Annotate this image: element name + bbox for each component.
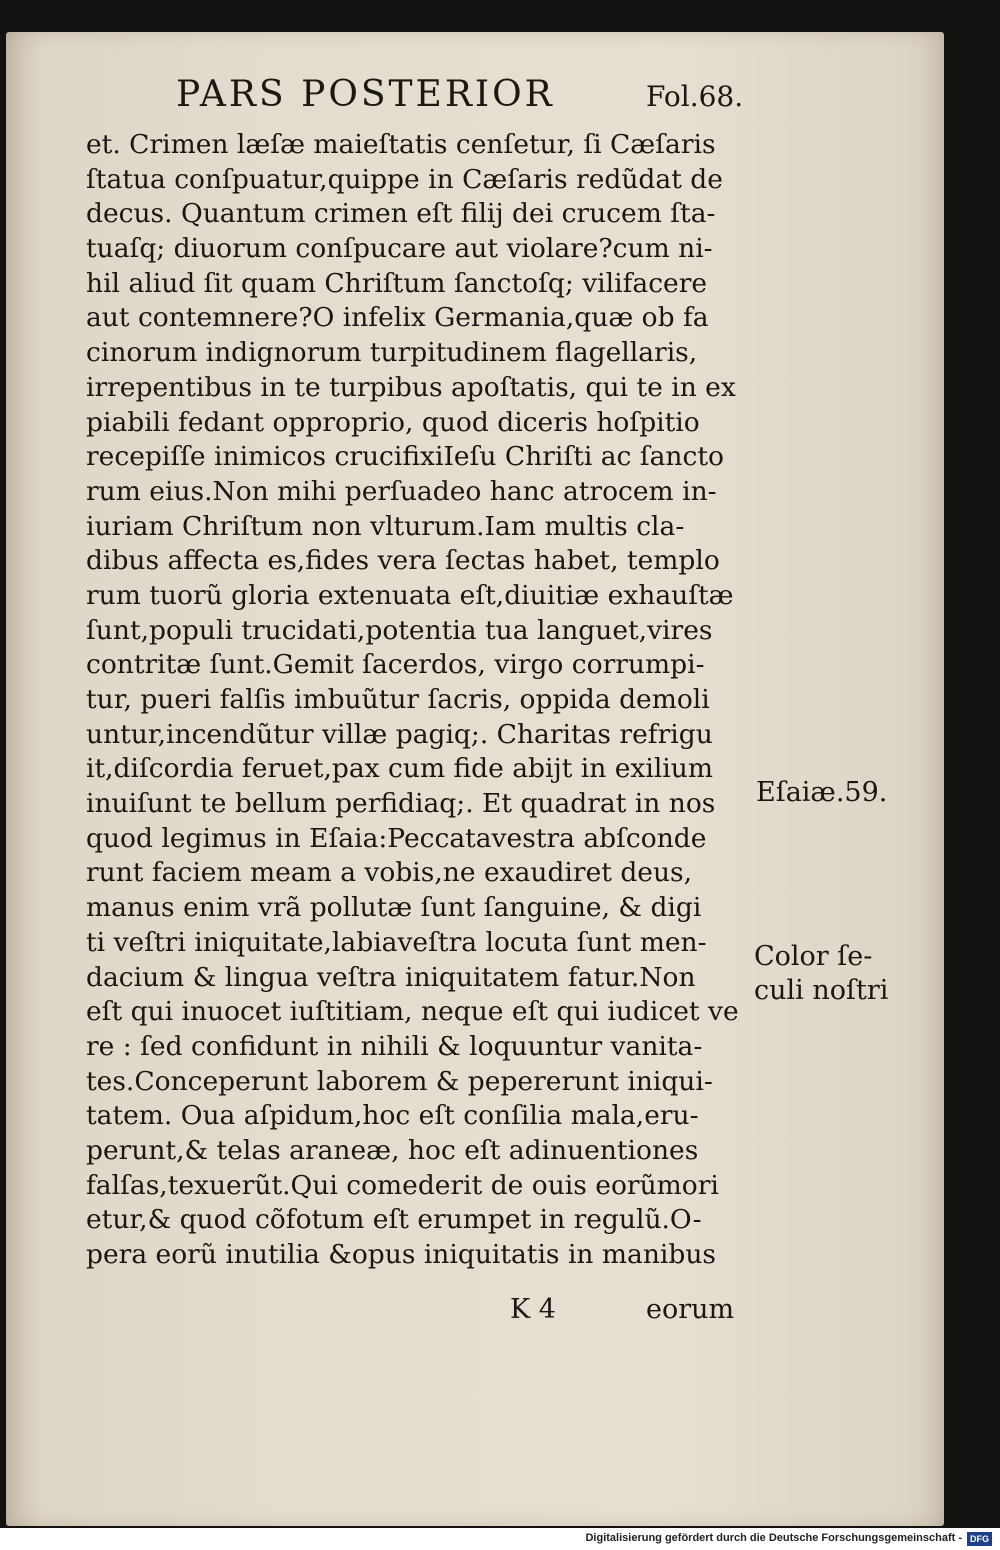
text-line: tes.Conceperunt laborem & pepererunt iniqui-: [86, 1065, 713, 1097]
text-line: inuiſunt te bellum perfidiaq;. Et quadrat in nos: [86, 788, 716, 820]
text-line: cinorum indignorum turpitudinem flagellaris,: [86, 337, 698, 369]
text-line: falſas,texuerũt.Qui comederit de ouis eorũmori: [86, 1169, 719, 1201]
text-line: tur, pueri falſis imbuũtur ſacris, oppida demoli: [86, 684, 710, 715]
text-line: ſtatua conſpuatur,quippe in Cæſaris redũdat de: [86, 163, 723, 195]
text-line: ſunt,populi trucidati,potentia tua languet,vires: [86, 614, 713, 646]
text-line: runt faciem meam a vobis,ne exaudiret deus,: [86, 857, 693, 889]
catchword: eorum: [646, 1294, 735, 1325]
text-line: manus enim vrã pollutæ ſunt ſanguine, & digi: [86, 892, 702, 924]
text-line: contritæ ſunt.Gemit ſacerdos, virgo corrumpi-: [86, 649, 705, 681]
text-line: recepiſſe inimicos crucifixiIeſu Chriſti ac ſancto: [86, 441, 724, 473]
running-head: PARS POSTERIOR: [176, 74, 555, 115]
text-line: et. Crimen læſæ maieſtatis cenſetur, ſi Cæſaris: [86, 129, 716, 160]
marginal-note-color: [754, 940, 888, 1008]
text-line: irrepentibus in te turpibus apoſtatis, qui te in ex: [86, 371, 736, 403]
signature-mark: K 4: [510, 1294, 556, 1325]
text-line: eſt qui inuocet iuſtitiam, neque eſt qui iudicet ve: [86, 996, 739, 1028]
body-text: [86, 128, 756, 1273]
text-line: ti veſtri iniquitate,labiaveſtra locuta ſunt men-: [86, 926, 707, 958]
credit-bar: [0, 1528, 1000, 1550]
text-line: untur,incendũtur villæ pagiq;. Charitas refrigu: [86, 718, 713, 750]
text-line: hil aliud ſit quam Chriſtum ſanctoſq; vilifacere: [86, 267, 708, 299]
text-line: decus. Quantum crimen eſt filij dei crucem ſta-: [86, 198, 716, 230]
text-line: it,diſcordia feruet,pax cum fide abijt in exilium: [86, 753, 713, 785]
text-line: pera eorũ inutilia &opus iniquitatis in manibus: [86, 1239, 717, 1270]
marginal-note-esaiae: Eſaiæ.59.: [756, 777, 888, 808]
text-line: perunt,& telas araneæ, hoc eſt adinuentiones: [86, 1134, 699, 1166]
text-line: tuaſq; diuorum conſpucare aut violare?cum ni-: [86, 233, 713, 265]
text-line: aut contemnere?O infelix Germania,quæ ob fa: [86, 302, 709, 334]
text-line: re : ſed confidunt in nihili & loquuntur vanita-: [86, 1030, 703, 1062]
text-line: iuriam Chriſtum non vlturum.Iam multis cla-: [86, 510, 685, 542]
marginal-note-line: Color ſe-: [754, 941, 873, 972]
text-line: piabili fedant opproprio, quod diceris hoſpitio: [86, 406, 700, 438]
credit-text: Digitalisierung gefördert durch die Deutsche Forschungsgemeinschaft -: [585, 1532, 962, 1544]
text-line: dacium & lingua veſtra iniquitatem fatur.Non: [86, 961, 696, 993]
text-line: tatem. Oua aſpidum,hoc eſt conſilia mala,eru-: [86, 1100, 699, 1132]
text-line: dibus affecta es,fides vera ſectas habet, templo: [86, 545, 720, 577]
text-line: etur,& quod cõfotum eſt erumpet in regulũ.O-: [86, 1204, 702, 1236]
text-line: rum tuorũ gloria extenuata eſt,diuitiæ exhauſtæ: [86, 579, 734, 611]
dfg-logo-icon: DFG: [967, 1532, 992, 1546]
folio-number: Fol.68.: [646, 80, 744, 113]
text-line: quod legimus in Eſaia:Peccatavestra abſconde: [86, 822, 707, 854]
text-line: rum eius.Non mihi perſuadeo hanc atrocem in-: [86, 475, 717, 507]
marginal-note-line: culi noſtri: [754, 975, 889, 1006]
